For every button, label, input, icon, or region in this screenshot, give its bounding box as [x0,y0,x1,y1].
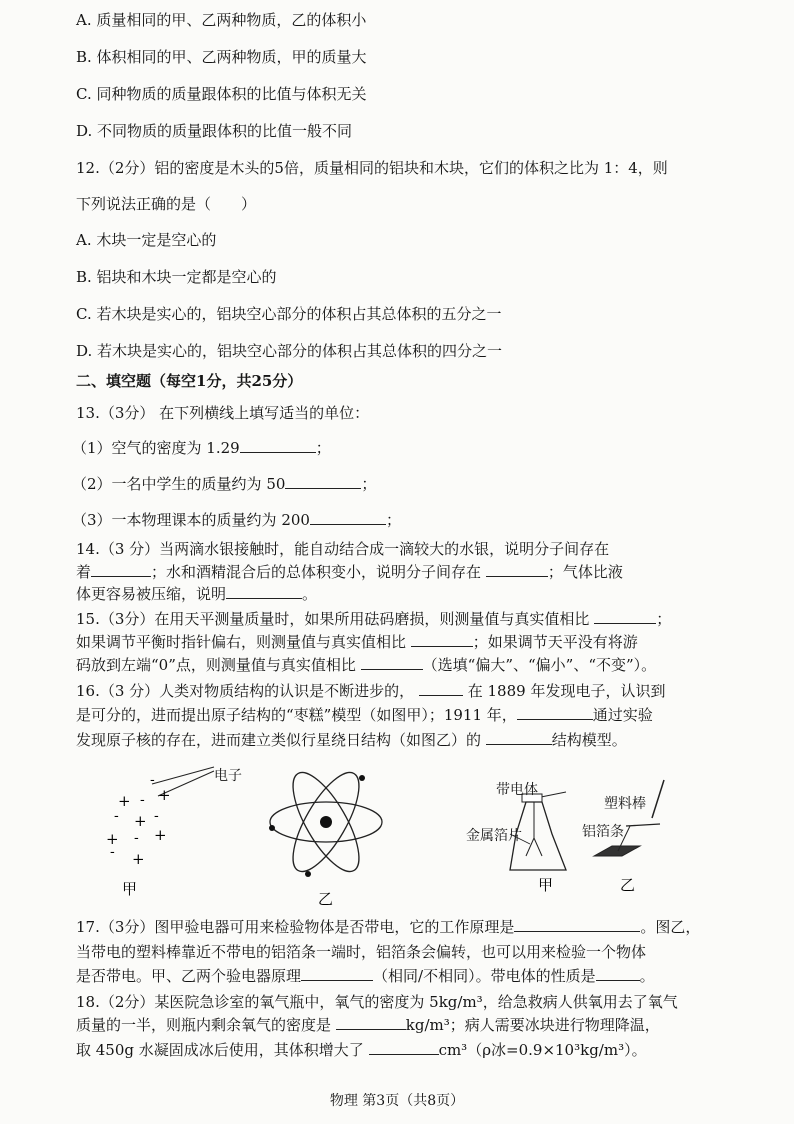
q12-stem-line1: 12.（2分）铝的密度是木头的5倍，质量相同的铝块和木块，它们的体积之比为 1：4，则 [76,159,668,177]
q15-text: （选填“偏大”、“偏小”、“不变”）。 [422,656,657,674]
answer-blank[interactable] [226,584,302,599]
q15-line2 [76,632,638,652]
q17-line1 [76,917,700,937]
q11-option-c: C. 同种物质的质量跟体积的比值与体积无关 [76,85,367,103]
plastic-rod [652,780,664,818]
plastic-rod-label: 塑料棒 [604,796,646,812]
plus-sign: + [132,850,145,868]
q16-line2 [76,705,653,725]
plus-sign: + [154,826,167,844]
plus-sign: + [158,786,171,804]
minus-sign: - [154,808,159,824]
q18-text: 取 450g 水凝固成冰后使用，其体积增大了 [76,1041,364,1059]
q15-line1 [76,609,671,629]
q13-item-3-end: ； [385,511,401,529]
q11-option-a: A. 质量相同的甲、乙两种物质，乙的体积小 [76,11,367,29]
q14-line2 [76,562,623,582]
q18-text: cm³（ρ冰=0.9×10³kg/m³）。 [438,1041,647,1059]
q18-line1: 18.（2分）某医院急诊室的氧气瓶中，氧气的密度为 5kg/m³，给急救病人供氧用去了氧气 [76,993,678,1011]
minus-sign: - [114,808,119,824]
answer-blank[interactable] [91,562,151,577]
q13-item-1-end: ； [315,439,331,457]
q14-text: 着 [76,563,92,581]
q12-option-c: C. 若木块是实心的，铝块空心部分的体积占其总体积的五分之一 [76,305,502,323]
q17-text: 。 [639,967,655,985]
q16-line1 [76,681,665,701]
q11-option-d: D. 不同物质的质量跟体积的比值一般不同 [76,122,353,140]
q18-text: 质量的一半，则瓶内剩余氧气的密度是 [76,1016,332,1034]
aluminum-strip [626,824,660,826]
q13-item-2 [72,474,376,494]
q14-line3 [76,584,317,604]
q16-line3 [76,730,627,750]
answer-blank[interactable] [361,655,423,670]
minus-sign: - [134,830,139,846]
q14-text: 体更容易被压缩，说明 [76,585,227,603]
q17-text: 是否带电。甲、乙两个验电器原理 [76,967,302,985]
electron-dot [305,871,311,877]
q13-item-2-text: （2）一名中学生的质量约为 50 [72,475,286,493]
answer-blank[interactable] [594,609,656,624]
q16-text: 通过实验 [592,706,653,724]
q15-line3 [76,655,656,675]
minus-sign: - [150,772,155,788]
q13-item-3 [72,510,401,530]
q15-text: 如果调节平衡时指针偏右，则测量值与真实值相比 [76,633,407,651]
q14-text: ；水和酒精混合后的总体积变小，说明分子间存在 [151,563,482,581]
metal-foil [526,838,534,856]
q17-line2: 当带电的塑料棒靠近不带电的铝箔条一端时，铝箔条会偏转，也可以用来检验一个物体 [76,943,647,961]
figure-label-yi: 乙 [318,890,334,908]
plus-sign: + [118,792,131,810]
charged-body-label: 带电体 [496,782,538,798]
q16-text: 16.（3 分）人类对物质结构的认识是不断进步的， [76,682,415,700]
q17-text: 17.（3分）图甲验电器可用来检验物体是否带电，它的工作原理是 [76,918,515,936]
answer-blank[interactable] [411,632,473,647]
support-base [594,846,640,856]
q15-text: 15.（3分）在用天平测量质量时，如果所用砝码磨损，则测量值与真实值相比 [76,610,590,628]
metal-foil [534,838,542,856]
answer-blank[interactable] [310,510,386,525]
answer-blank[interactable] [486,730,552,745]
q15-text: ；如果调节天平没有将游 [472,633,638,651]
q17-text: 。图乙， [640,918,701,936]
answer-blank[interactable] [419,681,463,696]
electron-label: 电子 [214,768,242,784]
q18-text: kg/m³；病人需要冰块进行物理降温， [405,1016,660,1034]
figure-label-jia: 甲 [538,876,554,894]
q14-text: 。 [302,585,318,603]
page-footer: 物理 第3页（共8页） [329,1093,465,1109]
answer-blank[interactable] [596,966,640,981]
q13-stem: 13.（3分） 在下列横线上填写适当的单位： [76,404,370,422]
answer-blank[interactable] [301,966,373,981]
minus-sign: - [140,792,145,808]
q17-line3 [76,966,655,986]
answer-blank[interactable] [486,562,548,577]
q13-item-1-text: （1）空气的密度为 1.29 [72,439,240,457]
answer-blank[interactable] [517,705,593,720]
minus-sign: - [110,844,115,860]
q18-line2 [76,1015,660,1035]
answer-blank[interactable] [240,438,316,453]
q13-item-1 [72,438,331,458]
q17-text: （相同/不相同）。带电体的性质是 [373,967,596,985]
figure-label-jia: 甲 [122,880,138,898]
q18-line3 [76,1040,647,1060]
q16-text: 在 1889 年发现电子，认识到 [467,682,666,700]
q13-item-2-end: ； [361,475,377,493]
aluminum-foil-label: 铝箔条 [582,824,624,840]
q12-stem-line2: 下列说法正确的是（ ） [76,195,257,213]
plus-sign: + [106,830,119,848]
section-title: 二、填空题（每空1分，共25分） [76,372,303,390]
q16-text: 是可分的，进而提出原子结构的“枣糕”模型（如图甲）；1911 年， [76,706,517,724]
plus-sign: + [134,812,147,830]
answer-blank[interactable] [285,474,361,489]
q12-option-b: B. 铝块和木块一定都是空心的 [76,268,277,286]
answer-blank[interactable] [336,1015,406,1030]
q14-text: ；气体比液 [547,563,623,581]
q11-option-b: B. 体积相同的甲、乙两种物质，甲的质量大 [76,48,367,66]
electron-dot [269,825,275,831]
answer-blank[interactable] [514,917,640,932]
answer-blank[interactable] [369,1040,439,1055]
electron-dot [359,775,365,781]
figure-label-yi: 乙 [620,876,636,894]
q16-text: 发现原子核的存在，进而建立类似行星绕日结构（如图乙）的 [76,731,482,749]
q15-text: ； [656,610,672,628]
q13-item-3-text: （3）一本物理课本的质量约为 200 [72,511,310,529]
atom-model-figure [262,764,390,910]
q16-text: 结构模型。 [551,731,627,749]
q12-option-a: A. 木块一定是空心的 [76,231,217,249]
q12-option-d: D. 若木块是实心的，铝块空心部分的体积占其总体积的四分之一 [76,342,503,360]
q14-line1: 14.（3 分）当两滴水银接触时，能自动结合成一滴较大的水银，说明分子间存在 [76,540,610,558]
metal-foil-label: 金属箔片 [466,828,522,844]
q15-text: 码放到左端“0”点，则测量值与真实值相比 [76,656,356,674]
nucleus [320,816,332,828]
